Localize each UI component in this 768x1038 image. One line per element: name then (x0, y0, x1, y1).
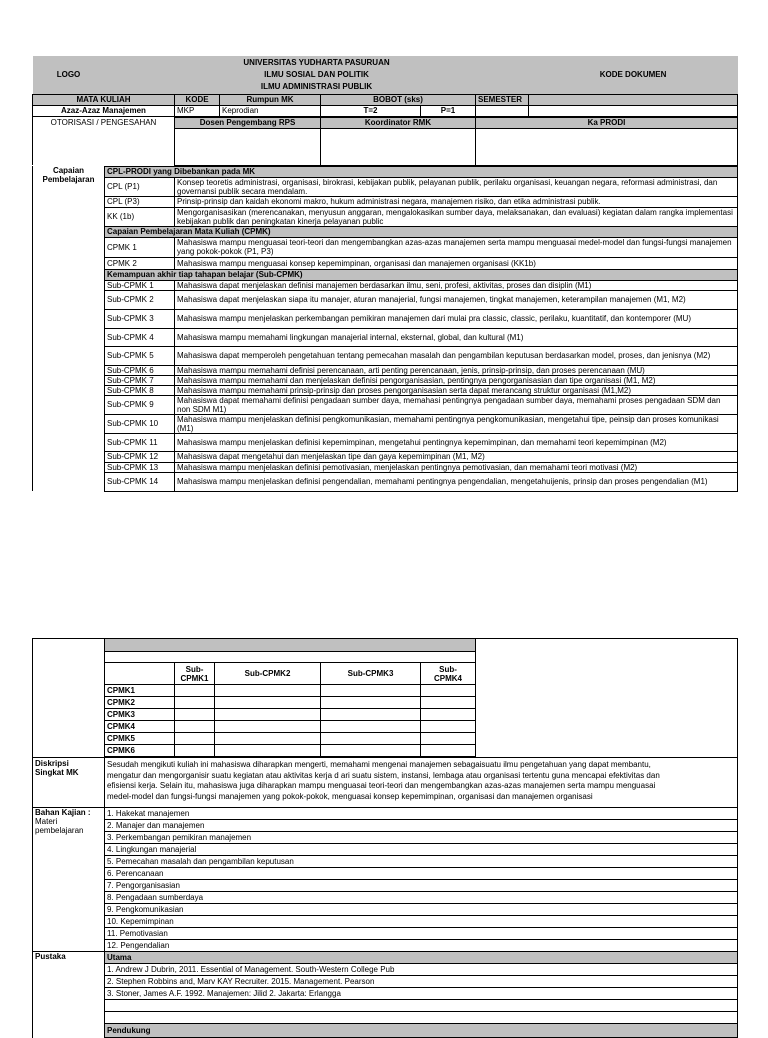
sub-cpmk-text: Mahasiswa mampu menjelaskan definisi kepemimpinan, mengetahui pentingnya kepemimpinan, dan memahami teori kepemimpinan (M2) (175, 433, 738, 451)
university-name: UNIVERSITAS YUDHARTA PASURUAN (243, 57, 390, 67)
sub-cpmk-text: Mahasiswa mampu menjelaskan perkembangan pemikiran manajemen dari mulai pra classic, classic, perilaku, kuantitatif, dan kontemporer (MU) (175, 309, 738, 328)
material-item: 5. Pemecahan masalah dan pengambilan keputusan (105, 856, 738, 868)
sub-cpmk-code: Sub-CPMK 13 (105, 462, 175, 472)
material-item: 11. Pemotivasian (105, 928, 738, 940)
sub-cpmk-code: Sub-CPMK 10 (105, 414, 175, 433)
support-references-title: Pendukung (105, 1024, 738, 1038)
cpmk-code: CPMK 1 (105, 237, 175, 257)
sub-cpmk-text: Mahasiswa mampu memahami lingkungan manajerial internal, eksternal, global, dan kultural (M1) (175, 328, 738, 346)
weight-practice: P=1 (421, 105, 476, 116)
material-item: 1. Hakekat manajemen (105, 808, 738, 820)
coordinator-header: Koordinator RMK (321, 117, 476, 128)
matrix-col-header: Sub-CPMK2 (215, 663, 321, 685)
course-group: Keprodian (220, 105, 321, 116)
head-header: Ka PRODI (476, 117, 738, 128)
semester-header: SEMESTER (476, 94, 529, 105)
matrix-row-label: CPMK4 (105, 721, 175, 733)
faculty-name: ILMU SOSIAL DAN POLITIK (264, 69, 369, 79)
description-materials-table (32, 757, 738, 1038)
program-name: ILMU ADMINISTRASI PUBLIK (260, 81, 373, 91)
course-header: MATA KULIAH (33, 94, 175, 105)
course-code: MKP (175, 105, 220, 116)
sub-cpmk-code: Sub-CPMK 4 (105, 328, 175, 346)
semester-value (476, 105, 529, 116)
sub-cpmk-code: Sub-CPMK 3 (105, 309, 175, 328)
institution-title (105, 56, 529, 94)
sub-cpmk-code: Sub-CPMK 9 (105, 395, 175, 414)
learning-outcomes-table (32, 166, 738, 492)
sub-cpmk-text: Mahasiswa mampu memahami prinsip-prinsip dan proses pengorganisasian serta dapat merancang struktur organisasi (M1,M2) (175, 385, 738, 395)
course-description: Sesudah mengikuti kuliah ini mahasiswa diharapkan mengerti, memahami mengenai manajemen sebagaisuatu ilmu pengetahuan yang dapat membantu, mengatur dan mengorganisir suatu kegiatan atau aktivitas kerja d ari suatu sistem, instansi, lembaga atau organisasi tertentu guna mencapai efektivitas dan efisiensi kerja. Selain itu, mahasiswa juga diharapkan mampu menguasai teori-teori dan mengembangkan azas-azas manajemen serta mampu menguasai medel-model dan fungsi-fungsi manajemen yang pokok-pokok, menguasai konsep kepemimpinan, organisasi dan manajemen organisasi (105, 758, 738, 808)
logo-placeholder: LOGO (33, 56, 105, 94)
material-item: 4. Lingkungan manajerial (105, 844, 738, 856)
sub-cpmk-code: Sub-CPMK 5 (105, 346, 175, 365)
sub-cpmk-code: Sub-CPMK 1 (105, 280, 175, 290)
header-table (32, 56, 738, 117)
sub-cpmk-text: Mahasiswa dapat menjelaskan siapa itu manajer, aturan manajerial, fungsi manajemen, tingkat manajemen, keterampilan manajemen (M1, M2) (175, 290, 738, 309)
matrix-col-header: Sub-CPMK3 (321, 663, 421, 685)
matrix-col-header: Sub- CPMK4 (421, 663, 476, 685)
weight-header: BOBOT (sks) (321, 94, 476, 105)
sub-cpmk-code: Sub-CPMK 6 (105, 365, 175, 375)
matrix-row-label: CPMK2 (105, 697, 175, 709)
rps-page-1 (32, 56, 737, 492)
matrix-row-label: CPMK1 (105, 685, 175, 697)
sub-cpmk-code: Sub-CPMK 12 (105, 451, 175, 462)
description-label: Diskripsi Singkat MK (33, 758, 105, 808)
weight-theory: T=2 (321, 105, 421, 116)
sub-cpmk-section-title: Kemampuan akhir tiap tahapan belajar (Sub-CPMK) (105, 269, 738, 280)
material-item: 3. Perkembangan pemikiran manajemen (105, 832, 738, 844)
cpl-code: KK (1b) (105, 207, 175, 226)
rps-page-2 (32, 638, 737, 1038)
code-header: KODE (175, 94, 220, 105)
reference-item: 2. Stephen Robbins and, Marv KAY Recruiter. 2015. Management. Pearson (105, 976, 738, 988)
course-name: Azaz-Azaz Manajemen (33, 105, 175, 116)
cpmk-code: CPMK 2 (105, 257, 175, 269)
materials-label: Bahan Kajian : Materi pembelajaran (33, 808, 105, 952)
sub-cpmk-code: Sub-CPMK 8 (105, 385, 175, 395)
matrix-table (32, 638, 738, 757)
matrix-top-bar (105, 639, 476, 652)
material-item: 9. Pengkomunikasian (105, 904, 738, 916)
cpl-text: Mengorganisasikan (merencanakan, menyusun anggaran, mengalokasikan sumber daya, melaksanakan, dan evaluasi) kegiatan dalam rangka implementasi kebijakan publik dan peningkatan kinerja pelayanan public (175, 207, 738, 226)
main-references-title: Utama (105, 952, 738, 964)
sub-cpmk-text: Mahasiswa dapat mengetahui dan menjelaskan tipe dan gaya kepemimpinan (M1, M2) (175, 451, 738, 462)
sub-cpmk-text: Mahasiswa mampu menjelaskan definisi pengkomunikasian, memahami pentingnya pengkomunikasian, mengetahui tipe, peinsip dan proses komunikasi (M1) (175, 414, 738, 433)
references-label: Pustaka (33, 952, 105, 1038)
sub-cpmk-text: Mahasiswa dapat memahami definisi pengadaan sumber daya, memahasi pentingnya pengadaan sumber daya, memahami proses pengadaan SDM dan non SDM M1) (175, 395, 738, 414)
sub-cpmk-text: Mahasiswa mampu memahami definisi perencanaan, arti penting perencanaan, jenis, prinsip-prinsip, dan proses perencanaan (MU) (175, 365, 738, 375)
document-code: KODE DOKUMEN (529, 56, 738, 94)
sub-cpmk-text: Mahasiswa dapat menjelaskan definisi manajemen berdasarkan ilmu, seni, profesi, aktivitas, proses dan disiplin (M1) (175, 280, 738, 290)
developer-signature (175, 128, 321, 165)
sub-cpmk-text: Mahasiswa dapat memperoleh pengetahuan tentang pemecahan masalah dan pengambilan keputusan berdasarkan model, proses, dan jenisnya (M2) (175, 346, 738, 365)
developer-header: Dosen Pengembang RPS (175, 117, 321, 128)
reference-item: 1. Andrew J Dubrin, 2011. Essential of Management. South-Western College Pub (105, 964, 738, 976)
sub-cpmk-text: Mahasiswa mampu menjelaskan definisi pemotivasian, menjelaskan pentingnya pemotivasian, dan memahami teori motivasi (M2) (175, 462, 738, 472)
material-item: 8. Pengadaan sumberdaya (105, 892, 738, 904)
sub-cpmk-code: Sub-CPMK 11 (105, 433, 175, 451)
material-item: 2. Manajer dan manajemen (105, 820, 738, 832)
material-item: 6. Perencanaan (105, 868, 738, 880)
cpmk-text: Mahasiswa mampu menguasai teori-teori dan mengembangkan azas-azas manajemen serta mampu menguasai medel-model dan fungsi-fungsi manajemen yang pokok-pokok (P1, P3) (175, 237, 738, 257)
material-item: 7. Pengorganisasian (105, 880, 738, 892)
matrix-row-label: CPMK5 (105, 733, 175, 745)
coordinator-signature (321, 128, 476, 165)
cpl-text: Konsep teoretis administrasi, organisasi, birokrasi, kebijakan publik, pelayanan publik, perilaku organisasi, keuangan negara, reformasi administrasi, dan governansi publik secara mendalam. (175, 177, 738, 196)
cpl-code: CPL (P1) (105, 177, 175, 196)
cpmk-text: Mahasiswa mampu menguasai konsep kepemimpinan, organisasi dan manajemen organisasi (KK1b) (175, 257, 738, 269)
head-signature (476, 128, 738, 165)
cpl-section-title: CPL-PRODI yang Dibebankan pada MK (105, 166, 738, 177)
cpmk-section-title: Capaian Pembelajaran Mata Kuliah (CPMK) (105, 226, 738, 237)
group-header: Rumpun MK (220, 94, 321, 105)
authorization-label: OTORISASI / PENGESAHAN (33, 117, 175, 128)
material-item: 12. Pengendalian (105, 940, 738, 952)
sub-cpmk-code: Sub-CPMK 7 (105, 375, 175, 385)
cpl-text: Prinsip-prinsip dan kaidah ekonomi makro, hukum administrasi negara, manajemen risiko, dan etika administrasi publik. (175, 196, 738, 207)
matrix-row-label: CPMK6 (105, 745, 175, 757)
sub-cpmk-text: Mahasiswa mampu memahami dan menjelaskan definisi pengorganisasian, pentingnya pengorganisasian dan tipe organisasi (M1, M2) (175, 375, 738, 385)
outcomes-label: Capaian Pembelajaran (33, 166, 105, 491)
reference-item: 3. Stoner, James A.F. 1992. Manajemen: Jilid 2. Jakarta: Erlangga (105, 988, 738, 1000)
material-item: 10. Kepemimpinan (105, 916, 738, 928)
sub-cpmk-text: Mahasiswa mampu menjelaskan definisi pengendalian, memahami pentingnya pengendalian, mengetahuijenis, prinsip dan proses pengendalian (M1) (175, 472, 738, 491)
cpl-code: CPL (P3) (105, 196, 175, 207)
matrix-row-label: CPMK3 (105, 709, 175, 721)
sub-cpmk-code: Sub-CPMK 14 (105, 472, 175, 491)
sub-cpmk-code: Sub-CPMK 2 (105, 290, 175, 309)
authorization-table (32, 117, 738, 166)
matrix-col-header: Sub- CPMK1 (175, 663, 215, 685)
